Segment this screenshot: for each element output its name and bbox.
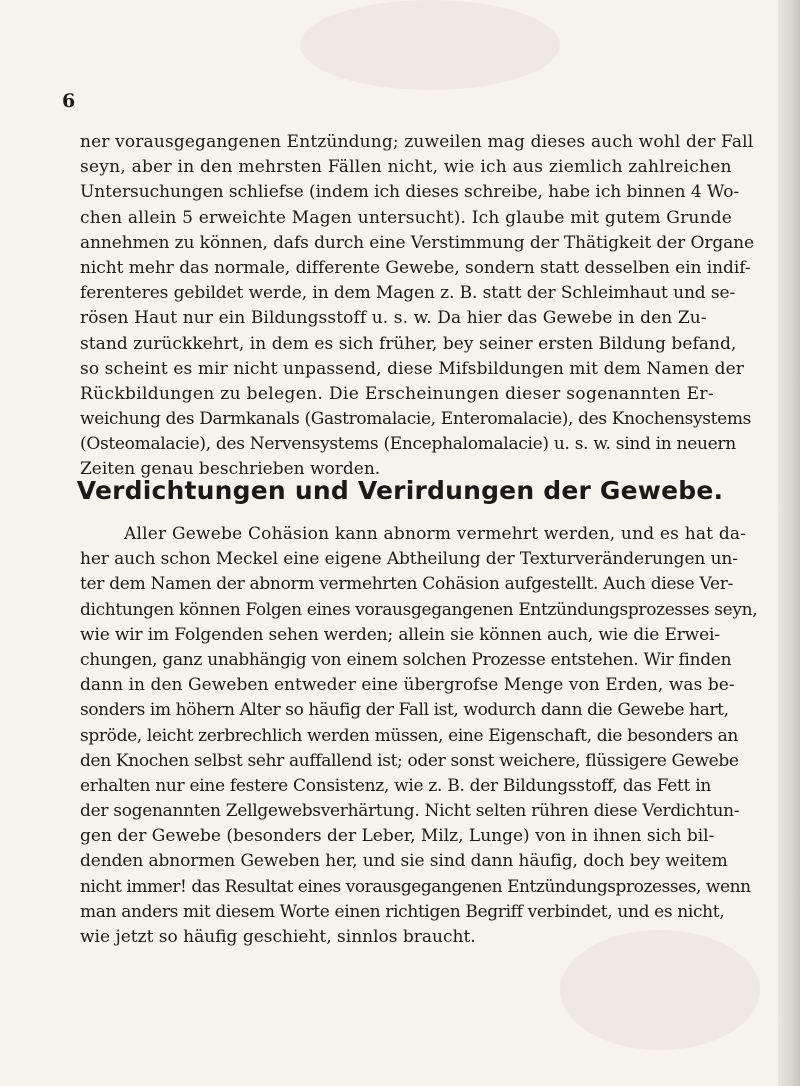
text-line: Zeiten genau beschrieben worden. bbox=[80, 459, 381, 480]
text-line: weichung des Darmkanals (Gastromalacie, Enteromalacie), des Knochensystems bbox=[80, 409, 752, 430]
text-line: nicht mehr das normale, differente Gewebe, sondern statt desselben ein indif- bbox=[80, 257, 751, 278]
text-line: gen der Gewebe (besonders der Leber, Milz, Lunge) von in ihnen sich bil- bbox=[80, 826, 715, 847]
text-line: wie jetzt so häufig geschieht, sinnlos braucht. bbox=[80, 927, 476, 947]
text-line: erhalten nur eine festere Consistenz, wie z. B. der Bildungsstoff, das Fett in bbox=[80, 775, 711, 796]
paragraph-2 bbox=[80, 522, 772, 950]
text-line: nicht immer! das Resultat eines vorausgegangenen Entzündungsprozesses, wenn bbox=[80, 876, 751, 897]
text-line: Untersuchungen schliefse (indem ich dieses schreibe, habe ich binnen 4 Wo- bbox=[80, 182, 740, 203]
paper-stain bbox=[300, 0, 560, 90]
text-line: chungen, ganz unabhängig von einem solchen Prozesse entstehen. Wir finden bbox=[80, 649, 732, 670]
text-line: rösen Haut nur ein Bildungsstoff u. s. w. Da hier das Gewebe in den Zu- bbox=[80, 308, 707, 329]
text-line: Aller Gewebe Cohäsion kann abnorm vermehrt werden, und es hat da- bbox=[124, 524, 747, 544]
text-line: dichtungen können Folgen eines vorausgegangenen Entzündungsprozesses seyn, bbox=[80, 599, 758, 620]
section-heading: Verdichtungen und Verirdungen der Gewebe. bbox=[76, 476, 724, 505]
text-line: man anders mit diesem Worte einen richtigen Begriff verbindet, und es nicht, bbox=[80, 901, 725, 922]
page-edge bbox=[778, 0, 800, 1086]
text-line: dann in den Geweben entweder eine übergrofse Menge von Erden, was be- bbox=[80, 675, 735, 696]
page-number: 6 bbox=[62, 90, 76, 112]
text-line: der sogenannten Zellgewebsverhärtung. Nicht selten rühren diese Verdichtun- bbox=[80, 801, 740, 822]
text-line: chen allein 5 erweichte Magen untersucht). Ich glaube mit gutem Grunde bbox=[80, 207, 733, 228]
text-line: her auch schon Meckel eine eigene Abtheilung der Texturveränderungen un- bbox=[80, 549, 738, 570]
text-line: seyn, aber in den mehrsten Fällen nicht, wie ich aus ziemlich zahlreichen bbox=[80, 157, 732, 178]
text-line: den Knochen selbst sehr auffallend ist; oder sonst weichere, flüssigere Gewebe bbox=[80, 750, 739, 771]
text-line: (Osteomalacie), des Nervensystems (Encephalomalacie) u. s. w. sind in neuern bbox=[80, 434, 736, 455]
text-line: Rückbildungen zu belegen. Die Erscheinungen dieser sogenannten Er- bbox=[80, 383, 714, 404]
text-line: ter dem Namen der abnorm vermehrten Cohäsion aufgestellt. Auch diese Ver- bbox=[80, 574, 733, 595]
text-line: spröde, leicht zerbrechlich werden müssen, eine Eigenschaft, die besonders an bbox=[80, 725, 739, 746]
text-line: sonders im höhern Alter so häufig der Fall ist, wodurch dann die Gewebe hart, bbox=[80, 700, 729, 721]
text-line: ferenteres gebildet werde, in dem Magen z. B. statt der Schleimhaut und se- bbox=[80, 283, 736, 304]
text-line: so scheint es mir nicht unpassend, diese Mifsbildungen mit dem Namen der bbox=[80, 358, 744, 379]
text-line: stand zurückkehrt, in dem es sich früher, bey seiner ersten Bildung befand, bbox=[80, 333, 737, 354]
text-line: annehmen zu können, dafs durch eine Verstimmung der Thätigkeit der Organe bbox=[80, 232, 754, 253]
text-line: denden abnormen Geweben her, und sie sind dann häufig, doch bey weitem bbox=[80, 851, 728, 872]
text-line: ner vorausgegangenen Entzündung; zuweilen mag dieses auch wohl der Fall bbox=[80, 132, 754, 152]
paragraph-1 bbox=[80, 130, 772, 483]
text-line: wie wir im Folgenden sehen werden; allein sie können auch, wie die Erwei- bbox=[80, 624, 720, 645]
